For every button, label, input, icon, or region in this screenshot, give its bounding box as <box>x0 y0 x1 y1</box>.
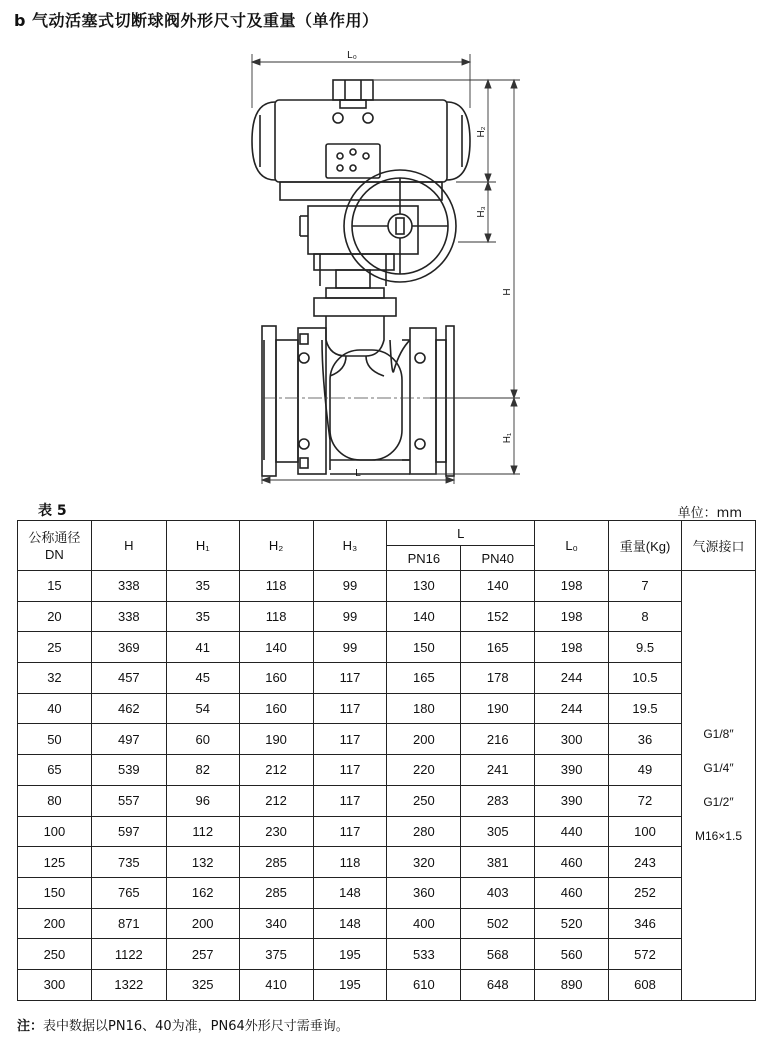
footnote <box>17 1015 349 1034</box>
cell-l-pn40: 305 <box>461 816 535 847</box>
cell-h2: 340 <box>239 908 313 939</box>
cell-h: 462 <box>91 693 166 724</box>
cell-weight: 100 <box>609 816 682 847</box>
table-row <box>18 969 756 1000</box>
cell-h1: 82 <box>166 755 239 786</box>
actuator-body <box>275 100 447 182</box>
cell-h: 1322 <box>91 969 166 1000</box>
cell-l-pn16: 150 <box>387 632 461 663</box>
footnote-text: 表中数据以PN16、40为准，PN64外形尺寸需垂询。 <box>43 1019 349 1034</box>
footnote-label: 注： <box>17 1019 44 1034</box>
table-row <box>18 816 756 847</box>
cell-l-pn40: 140 <box>461 571 535 602</box>
cell-l-pn40: 241 <box>461 755 535 786</box>
cell-l-pn40: 283 <box>461 785 535 816</box>
cell-weight: 19.5 <box>609 693 682 724</box>
table-row <box>18 571 756 602</box>
cell-h2: 140 <box>239 632 313 663</box>
air-connection-cell <box>681 571 755 1001</box>
cell-h: 1122 <box>91 939 166 970</box>
cell-h1: 96 <box>166 785 239 816</box>
cell-h: 735 <box>91 847 166 878</box>
cell-weight: 572 <box>609 939 682 970</box>
cell-h: 457 <box>91 663 166 694</box>
cell-h2: 190 <box>239 724 313 755</box>
cell-dn: 200 <box>18 908 92 939</box>
cell-l0: 244 <box>535 663 609 694</box>
actuator-left-cap <box>252 102 275 180</box>
header-h2: H₂ <box>239 521 313 571</box>
cell-dn: 50 <box>18 724 92 755</box>
header-weight: 重量(Kg) <box>609 521 682 571</box>
table-row <box>18 908 756 939</box>
cell-h1: 54 <box>166 693 239 724</box>
header-pn16: PN16 <box>387 546 461 571</box>
cell-h1: 35 <box>166 571 239 602</box>
cell-h: 539 <box>91 755 166 786</box>
cell-l-pn16: 220 <box>387 755 461 786</box>
mounting-bracket <box>308 206 418 254</box>
cell-h2: 212 <box>239 755 313 786</box>
cell-h3: 117 <box>313 693 387 724</box>
cell-h3: 148 <box>313 877 387 908</box>
cell-l0: 520 <box>535 908 609 939</box>
cell-h2: 118 <box>239 571 313 602</box>
cell-l-pn16: 360 <box>387 877 461 908</box>
table-row <box>18 693 756 724</box>
cell-h1: 162 <box>166 877 239 908</box>
cell-l-pn40: 403 <box>461 877 535 908</box>
cell-weight: 72 <box>609 785 682 816</box>
header-pn40: PN40 <box>461 546 535 571</box>
cell-l-pn16: 280 <box>387 816 461 847</box>
cell-h1: 35 <box>166 601 239 632</box>
cell-dn: 20 <box>18 601 92 632</box>
cell-h2: 375 <box>239 939 313 970</box>
cell-dn: 80 <box>18 785 92 816</box>
cell-h1: 257 <box>166 939 239 970</box>
cell-dn: 32 <box>18 663 92 694</box>
header-dn-line2: DN <box>45 546 64 562</box>
cell-h: 369 <box>91 632 166 663</box>
cell-l0: 244 <box>535 693 609 724</box>
cell-l-pn40: 152 <box>461 601 535 632</box>
cell-l0: 390 <box>535 785 609 816</box>
cell-h2: 160 <box>239 663 313 694</box>
air-connection-item: G1/4″ <box>703 761 734 776</box>
cell-l0: 560 <box>535 939 609 970</box>
cell-h3: 148 <box>313 908 387 939</box>
cell-h2: 285 <box>239 877 313 908</box>
table-row <box>18 877 756 908</box>
header-l: L <box>387 521 535 546</box>
cell-dn: 15 <box>18 571 92 602</box>
cell-h1: 41 <box>166 632 239 663</box>
cell-h: 338 <box>91 571 166 602</box>
cell-dn: 65 <box>18 755 92 786</box>
cell-l-pn16: 400 <box>387 908 461 939</box>
cell-l-pn16: 533 <box>387 939 461 970</box>
cell-h: 557 <box>91 785 166 816</box>
cell-dn: 40 <box>18 693 92 724</box>
cell-h3: 99 <box>313 632 387 663</box>
cell-h3: 117 <box>313 724 387 755</box>
header-air-connection: 气源接口 <box>681 521 755 571</box>
cell-weight: 252 <box>609 877 682 908</box>
cell-weight: 608 <box>609 969 682 1000</box>
dimension-table <box>17 520 756 1001</box>
cell-h3: 195 <box>313 939 387 970</box>
cell-h1: 112 <box>166 816 239 847</box>
unit-label: 单位：mm <box>677 506 742 521</box>
dim-label-h2: H₂ <box>476 126 487 138</box>
cell-l-pn40: 190 <box>461 693 535 724</box>
cell-weight: 243 <box>609 847 682 878</box>
dim-label-h: H <box>502 288 513 296</box>
cell-h: 871 <box>91 908 166 939</box>
cell-dn: 300 <box>18 969 92 1000</box>
cell-l-pn16: 180 <box>387 693 461 724</box>
dim-label-l0: L₀ <box>347 50 357 61</box>
table-row <box>18 847 756 878</box>
cell-h3: 117 <box>313 663 387 694</box>
cell-weight: 49 <box>609 755 682 786</box>
right-flange <box>410 328 436 474</box>
cell-h2: 160 <box>239 693 313 724</box>
cell-dn: 125 <box>18 847 92 878</box>
header-dn-line1: 公称通径 <box>28 529 81 545</box>
cell-l-pn16: 250 <box>387 785 461 816</box>
cell-h1: 60 <box>166 724 239 755</box>
cell-l-pn16: 140 <box>387 601 461 632</box>
table-row <box>18 601 756 632</box>
cell-l0: 890 <box>535 969 609 1000</box>
cell-l0: 300 <box>535 724 609 755</box>
cell-h: 497 <box>91 724 166 755</box>
cell-h2: 230 <box>239 816 313 847</box>
table-row <box>18 755 756 786</box>
cell-h1: 200 <box>166 908 239 939</box>
actuator-top-boss <box>333 80 373 100</box>
cell-dn: 100 <box>18 816 92 847</box>
cell-l-pn16: 610 <box>387 969 461 1000</box>
cell-h: 597 <box>91 816 166 847</box>
cell-h2: 118 <box>239 601 313 632</box>
cell-h3: 99 <box>313 601 387 632</box>
cell-l-pn40: 178 <box>461 663 535 694</box>
table-row <box>18 724 756 755</box>
cell-h3: 117 <box>313 785 387 816</box>
air-connection-item: G1/8″ <box>703 727 734 742</box>
cell-dn: 250 <box>18 939 92 970</box>
cell-l0: 198 <box>535 571 609 602</box>
dim-label-l: L <box>355 468 361 479</box>
table-row <box>18 785 756 816</box>
cell-h3: 99 <box>313 571 387 602</box>
table-caption: 表 5 <box>38 503 67 519</box>
cell-l0: 440 <box>535 816 609 847</box>
dim-label-h3: H₃ <box>476 206 487 218</box>
cell-l0: 460 <box>535 877 609 908</box>
cell-l-pn16: 320 <box>387 847 461 878</box>
cell-dn: 25 <box>18 632 92 663</box>
cell-l-pn40: 648 <box>461 969 535 1000</box>
document-heading: b 气动活塞式切断球阀外形尺寸及重量（单作用） <box>14 11 379 30</box>
air-connection-item: M16×1.5 <box>694 829 742 844</box>
table-row <box>18 663 756 694</box>
cell-h2: 285 <box>239 847 313 878</box>
table-row <box>18 939 756 970</box>
cell-weight: 36 <box>609 724 682 755</box>
header-l0: L₀ <box>535 521 609 571</box>
cell-weight: 346 <box>609 908 682 939</box>
cell-h2: 410 <box>239 969 313 1000</box>
cell-l-pn40: 381 <box>461 847 535 878</box>
cell-weight: 9.5 <box>609 632 682 663</box>
table-row <box>18 632 756 663</box>
cell-l-pn16: 130 <box>387 571 461 602</box>
cell-weight: 10.5 <box>609 663 682 694</box>
header-h: H <box>91 521 166 571</box>
valve-neck <box>326 288 384 298</box>
cell-h2: 212 <box>239 785 313 816</box>
cell-l-pn40: 568 <box>461 939 535 970</box>
cell-l0: 460 <box>535 847 609 878</box>
cell-l0: 198 <box>535 632 609 663</box>
cell-weight: 8 <box>609 601 682 632</box>
cell-h1: 132 <box>166 847 239 878</box>
cell-l-pn16: 200 <box>387 724 461 755</box>
header-h3: H₃ <box>313 521 387 571</box>
header-dn <box>18 521 92 571</box>
cell-h3: 117 <box>313 755 387 786</box>
cell-weight: 7 <box>609 571 682 602</box>
cell-h3: 118 <box>313 847 387 878</box>
cell-h: 338 <box>91 601 166 632</box>
cell-h: 765 <box>91 877 166 908</box>
valve-drawing <box>0 40 776 492</box>
cell-h1: 45 <box>166 663 239 694</box>
cell-l0: 198 <box>535 601 609 632</box>
cell-h3: 117 <box>313 816 387 847</box>
cell-l-pn40: 502 <box>461 908 535 939</box>
air-connection-item: G1/2″ <box>703 795 734 810</box>
cell-h3: 195 <box>313 969 387 1000</box>
cell-l-pn40: 165 <box>461 632 535 663</box>
cell-l-pn16: 165 <box>387 663 461 694</box>
cell-h1: 325 <box>166 969 239 1000</box>
actuator-right-cap <box>447 102 470 180</box>
cell-dn: 150 <box>18 877 92 908</box>
header-h1: H₁ <box>166 521 239 571</box>
cell-l0: 390 <box>535 755 609 786</box>
cell-l-pn40: 216 <box>461 724 535 755</box>
dim-label-h1: H₁ <box>502 432 513 444</box>
